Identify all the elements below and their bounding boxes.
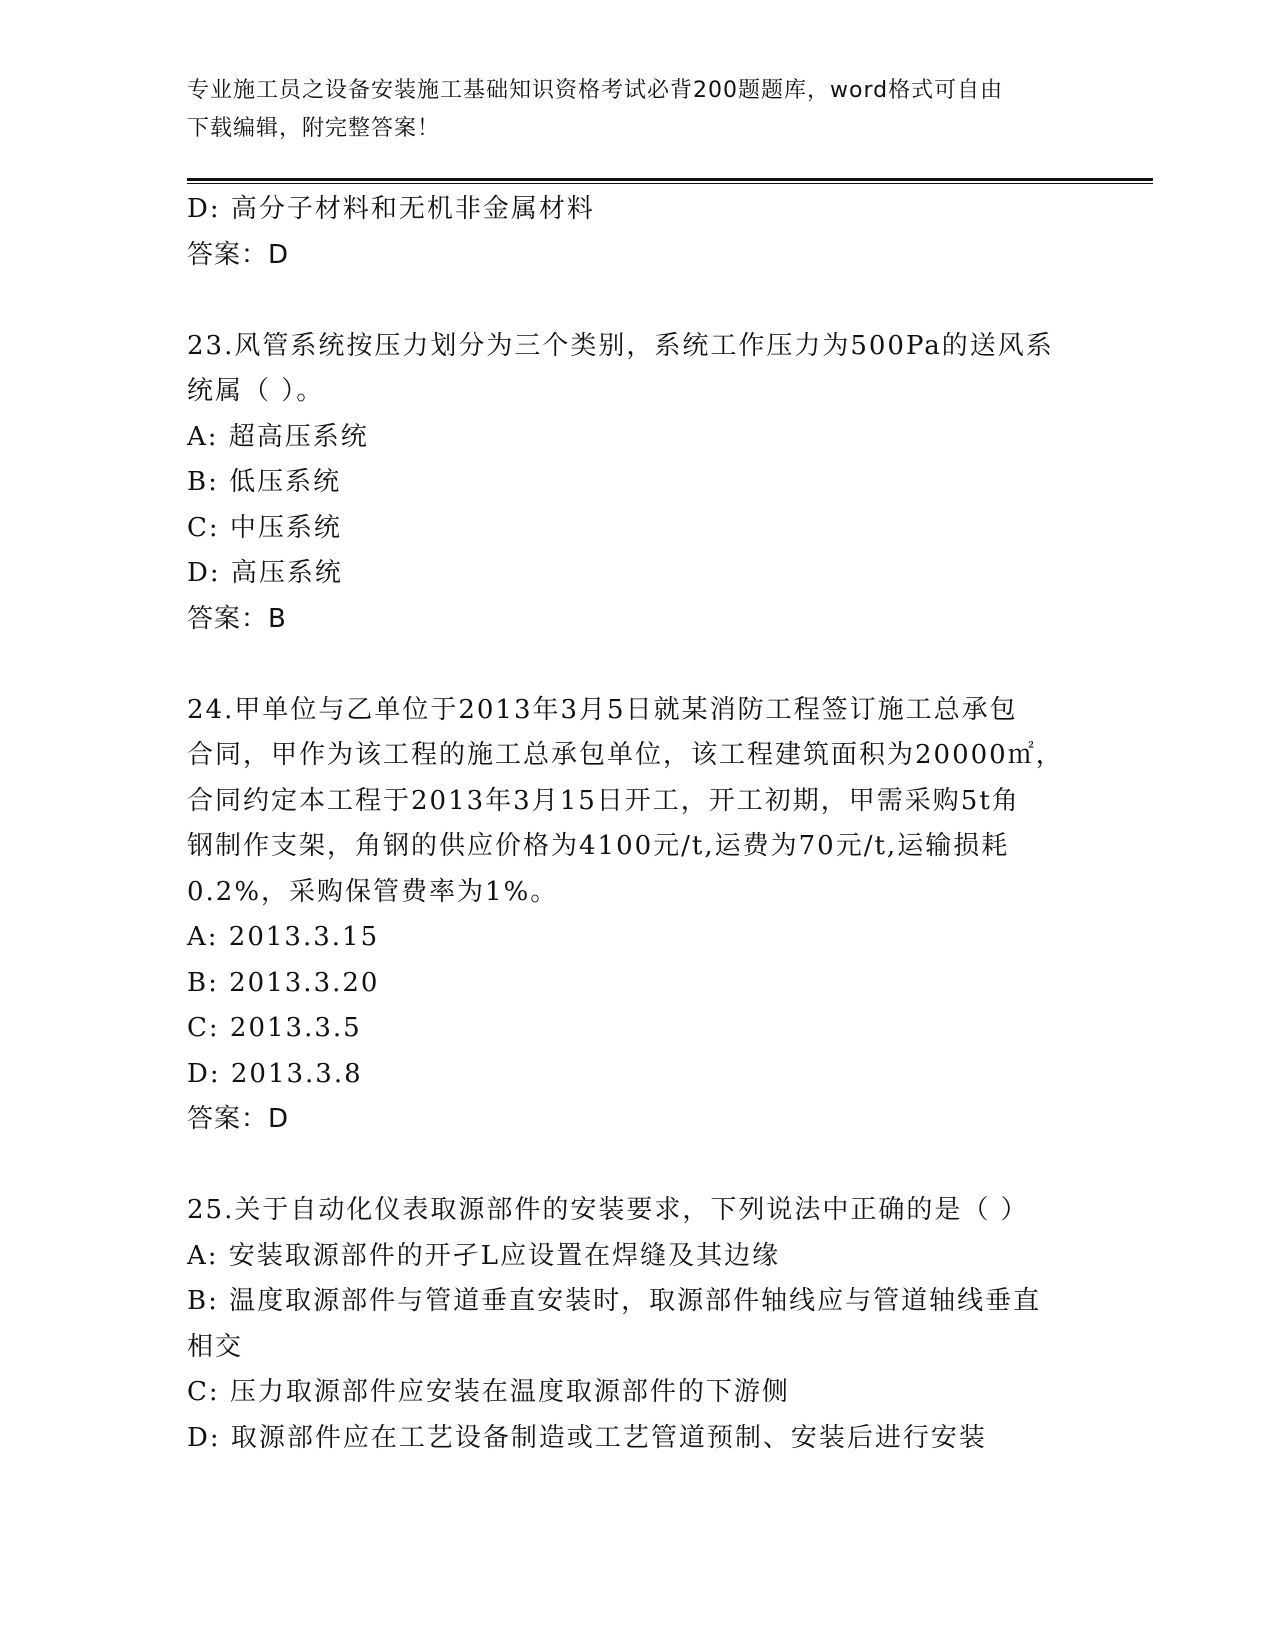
option-c: C: 中压系统 <box>187 512 342 543</box>
question-24 <box>187 688 1107 1143</box>
header-rule-thin <box>187 183 1153 184</box>
spacer <box>187 278 1107 324</box>
page-header <box>187 72 1067 148</box>
question-stem: 23.风管系统按压力划分为三个类别，系统工作压力为500Pa的送风系 <box>187 330 1054 361</box>
question-stem: 统属（ ）。 <box>187 376 325 406</box>
document-body <box>187 187 1107 1461</box>
question-22 <box>187 187 1107 278</box>
option-c: C: 压力取源部件应安装在温度取源部件的下游侧 <box>187 1377 790 1407</box>
option-d: D: 2013.3.8 <box>187 1058 363 1089</box>
option-b: B: 温度取源部件与管道垂直安装时，取源部件轴线应与管道轴线垂直 <box>187 1286 1042 1316</box>
option-d: D: 高压系统 <box>187 558 343 588</box>
option-b: B: 低压系统 <box>187 467 342 497</box>
spacer <box>187 642 1107 688</box>
answer: 答案：B <box>187 603 287 634</box>
answer: 答案：D <box>187 239 290 270</box>
option-b-continued: 相交 <box>187 1331 244 1362</box>
option-a: A: 2013.3.15 <box>187 922 380 952</box>
question-23 <box>187 324 1107 643</box>
question-stem: 0.2%，采购保管费率为1%。 <box>187 876 559 907</box>
spacer <box>187 1143 1107 1189</box>
header-line-2: 下载编辑，附完整答案！ <box>187 116 441 141</box>
option-c: C: 2013.3.5 <box>187 1013 362 1043</box>
option-b: B: 2013.3.20 <box>187 967 380 998</box>
question-25 <box>187 1188 1107 1461</box>
option-a: A: 安装取源部件的开孑L应设置在焊缝及其边缘 <box>187 1240 781 1271</box>
option-d: D: 取源部件应在工艺设备制造或工艺管道预制、安装后进行安装 <box>187 1422 987 1453</box>
question-stem: 钢制作支架，角钢的供应价格为4100元/t,运费为70元/t,运输损耗 <box>187 831 1010 861</box>
question-stem: 24.甲单位与乙单位于2013年3月5日就某消防工程签订施工总承包 <box>187 694 1018 725</box>
question-stem: 合同约定本工程于2013年3月15日开工，开工初期，甲需采购5t角 <box>187 785 1020 816</box>
question-stem: 25.关于自动化仪表取源部件的安装要求，下列说法中正确的是（ ） <box>187 1195 1029 1225</box>
option-a: A: 超高压系统 <box>187 421 369 452</box>
answer: 答案：D <box>187 1104 290 1134</box>
question-stem: 合同，甲作为该工程的施工总承包单位，该工程建筑面积为20000㎡， <box>187 740 1064 770</box>
header-line-1: 专业施工员之设备安装施工基础知识资格考试必背200题题库，word格式可自由 <box>187 78 1004 103</box>
header-rule-thick <box>187 178 1153 181</box>
option-d: D: 高分子材料和无机非金属材料 <box>187 194 595 224</box>
